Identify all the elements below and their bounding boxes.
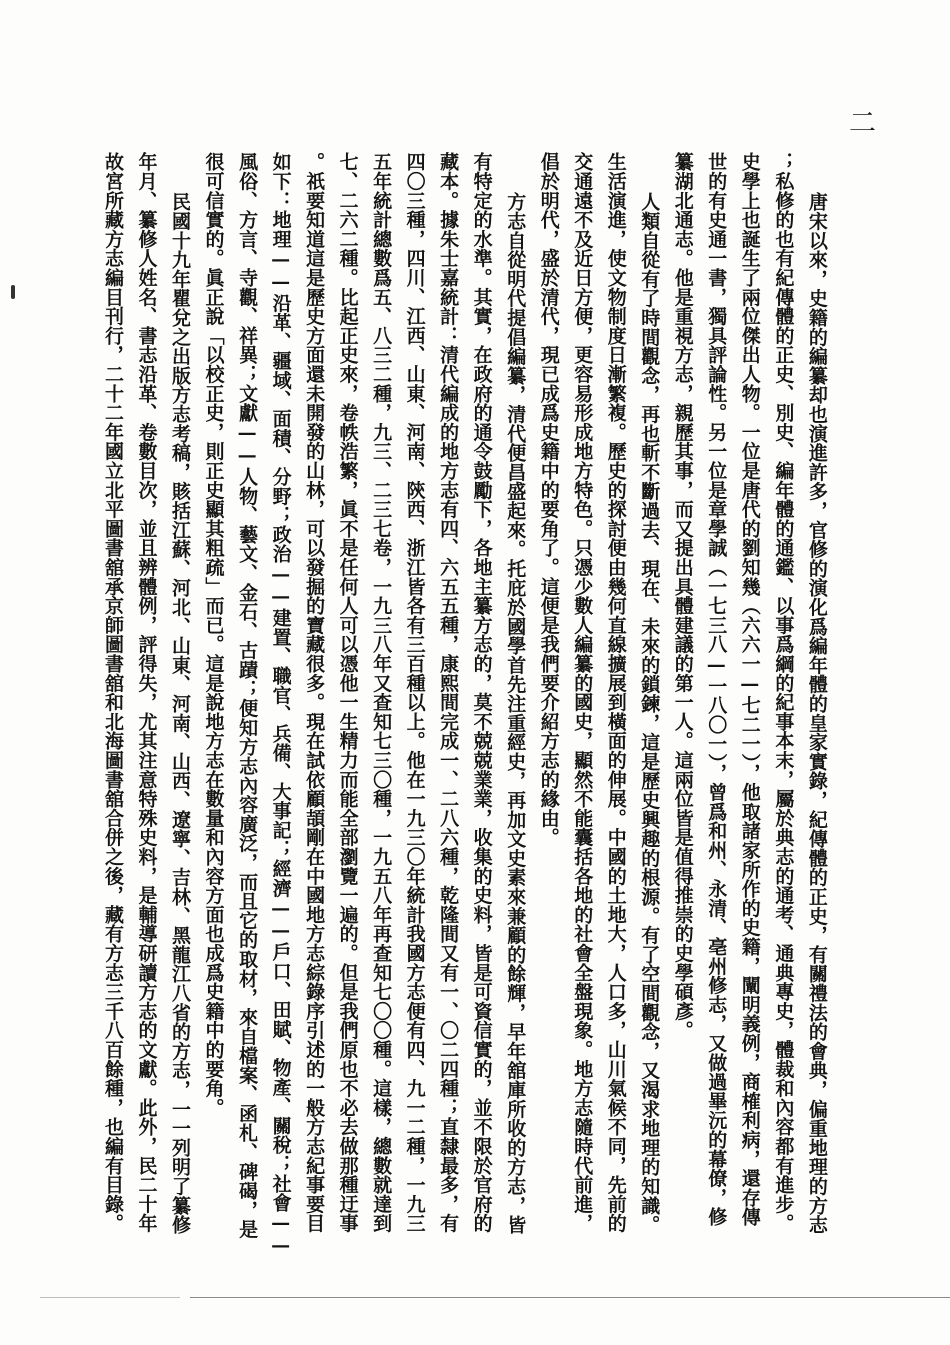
bottom-rule-left: [40, 1297, 180, 1298]
text-column: 藏本。據朱士嘉統計：清代編成的地方志有四、六五五種，康熙間完成一、二八六種，乾隆間又有一、〇二四種；直隸最多，有: [437, 152, 460, 1233]
text-column: 人類自從有了時間觀念，再也斬不斷過去、現在、未來的鎖鍊，這是歷史興趣的根源。有了空間觀念，又渴求地理的知識。: [638, 192, 661, 1235]
text-column: 故宮所藏方志編目刊行，二十二年國立北平圖書舘承京師圖書舘和北海圖書舘合併之後，藏有方志三千八百餘種，也編有目錄。: [102, 152, 124, 1233]
text-column: 生活演進，使文物制度日漸繁複。歷史的探討便由幾何直線擴展到橫面的伸展。中國的土地大，人口多，山川氣候不同，先前的: [604, 152, 627, 1233]
text-column: 年月、纂修人姓名、書志沿革、卷數目次，並且辨體例，評得失，尤其注意特殊史料，是輔導研讀方志的文獻。此外，民二十年: [135, 152, 158, 1233]
text-column: 很可信實的。眞正說「以校正史，則正史顯其粗疏」而已。這是說地方志在數量和內容方面也成爲史籍中的要角。: [202, 152, 225, 1117]
text-column: 有特定的水準。其實，在政府的通令鼓勵下，各地主纂方志的，莫不兢兢業業，收集的史料，皆是可資信實的，並不限於官府的: [470, 152, 493, 1233]
text-column: 五年統計總數爲五、八三二種，九三、二三七卷，一九三八年又查知七三〇種，一九五八年再查知七〇〇種。這樣，總數就達到: [370, 152, 393, 1233]
text-column: ；私修的也有紀傳體的正史、別史、編年體的通鑑、以事爲綱的紀事本末，屬於典志的通考、通典專史，體裁和內容都有進步。: [772, 152, 795, 1233]
text-column: 纂湖北通志。他是重視方志，親歷其事，而又提出具體建議的第一人。這兩位皆是值得推崇的史學碩彥。: [671, 152, 694, 1040]
text-column: 方志自從明代提倡編纂，清代便昌盛起來。托庇於國學首先注重經史，再加文史素來兼顧的餘輝，早年舘庫所收的方志，皆: [504, 192, 527, 1235]
text-column: 交通遠不及近日方便，更容易形成地方特色。只憑少數人編纂的國史，顯然不能囊括各地的社會全盤現象。地方志隨時代前進，: [571, 152, 594, 1233]
margin-mark: [11, 285, 15, 299]
text-column: 風俗、方言、寺觀、祥異；文獻——人物、藝文、金石、古蹟；便知方志內容廣泛，而且它的取材，來自檔案、函札、碑碣，是: [236, 152, 259, 1239]
text-column: 唐宋以來，史籍的編纂却也演進許多，官修的演化爲編年體的皇家實錄，紀傳體的正史，有關禮法的會典，偏重地理的方志: [805, 192, 828, 1235]
page-number: 二: [844, 108, 875, 135]
text-body: [100, 152, 830, 1257]
text-column: 世的有史通一書，獨具評論性。另一位是章學誠（一七三八—一八〇一），曾爲和州、永清、亳州修志，又做過畢沅的幕僚，修: [705, 152, 728, 1227]
text-column: 四〇三種，四川、江西、山東、河南、陝西、浙江皆各有三百種以上。他在一九三〇年統計我國方志便有四、九一二種，一九三: [403, 152, 426, 1233]
text-column: 史學上也誕生了兩位傑出人物。一位是唐代的劉知幾（六六一—七二一），他取諸家所作的史籍，闡明義例，商榷利病，還存傳: [738, 152, 761, 1227]
text-column: 七、二六二種。比起正史來，卷帙浩繁，眞不是任何人可以憑他一生精力而能全部瀏覽一遍的。但是我們原也不必去做那種迂事: [336, 152, 359, 1233]
bottom-rule: [190, 1297, 950, 1298]
text-column: 。祇要知道這是歷史方面還未開發的山林，可以發掘的寶藏很多。現在試依顧頡剛在中國地方志綜錄序引述的一般方志紀事要目: [303, 152, 326, 1233]
text-column: 民國十九年瞿兌之出版方志考稿，賅括江蘇、河北、山東、河南、山西、遼寧、吉林、黑龍江八省的方志，一一列明了纂修: [169, 192, 192, 1235]
text-column: 如下：地理——沿革、疆域、面積、分野；政治——建置、職官、兵備、大事記；經濟——戶口、田賦、物產、關稅；社會——: [269, 152, 292, 1257]
text-column: 倡於明代，盛於清代，現已成爲史籍中的要角了。這便是我們要介紹方志的緣由。: [537, 152, 560, 847]
